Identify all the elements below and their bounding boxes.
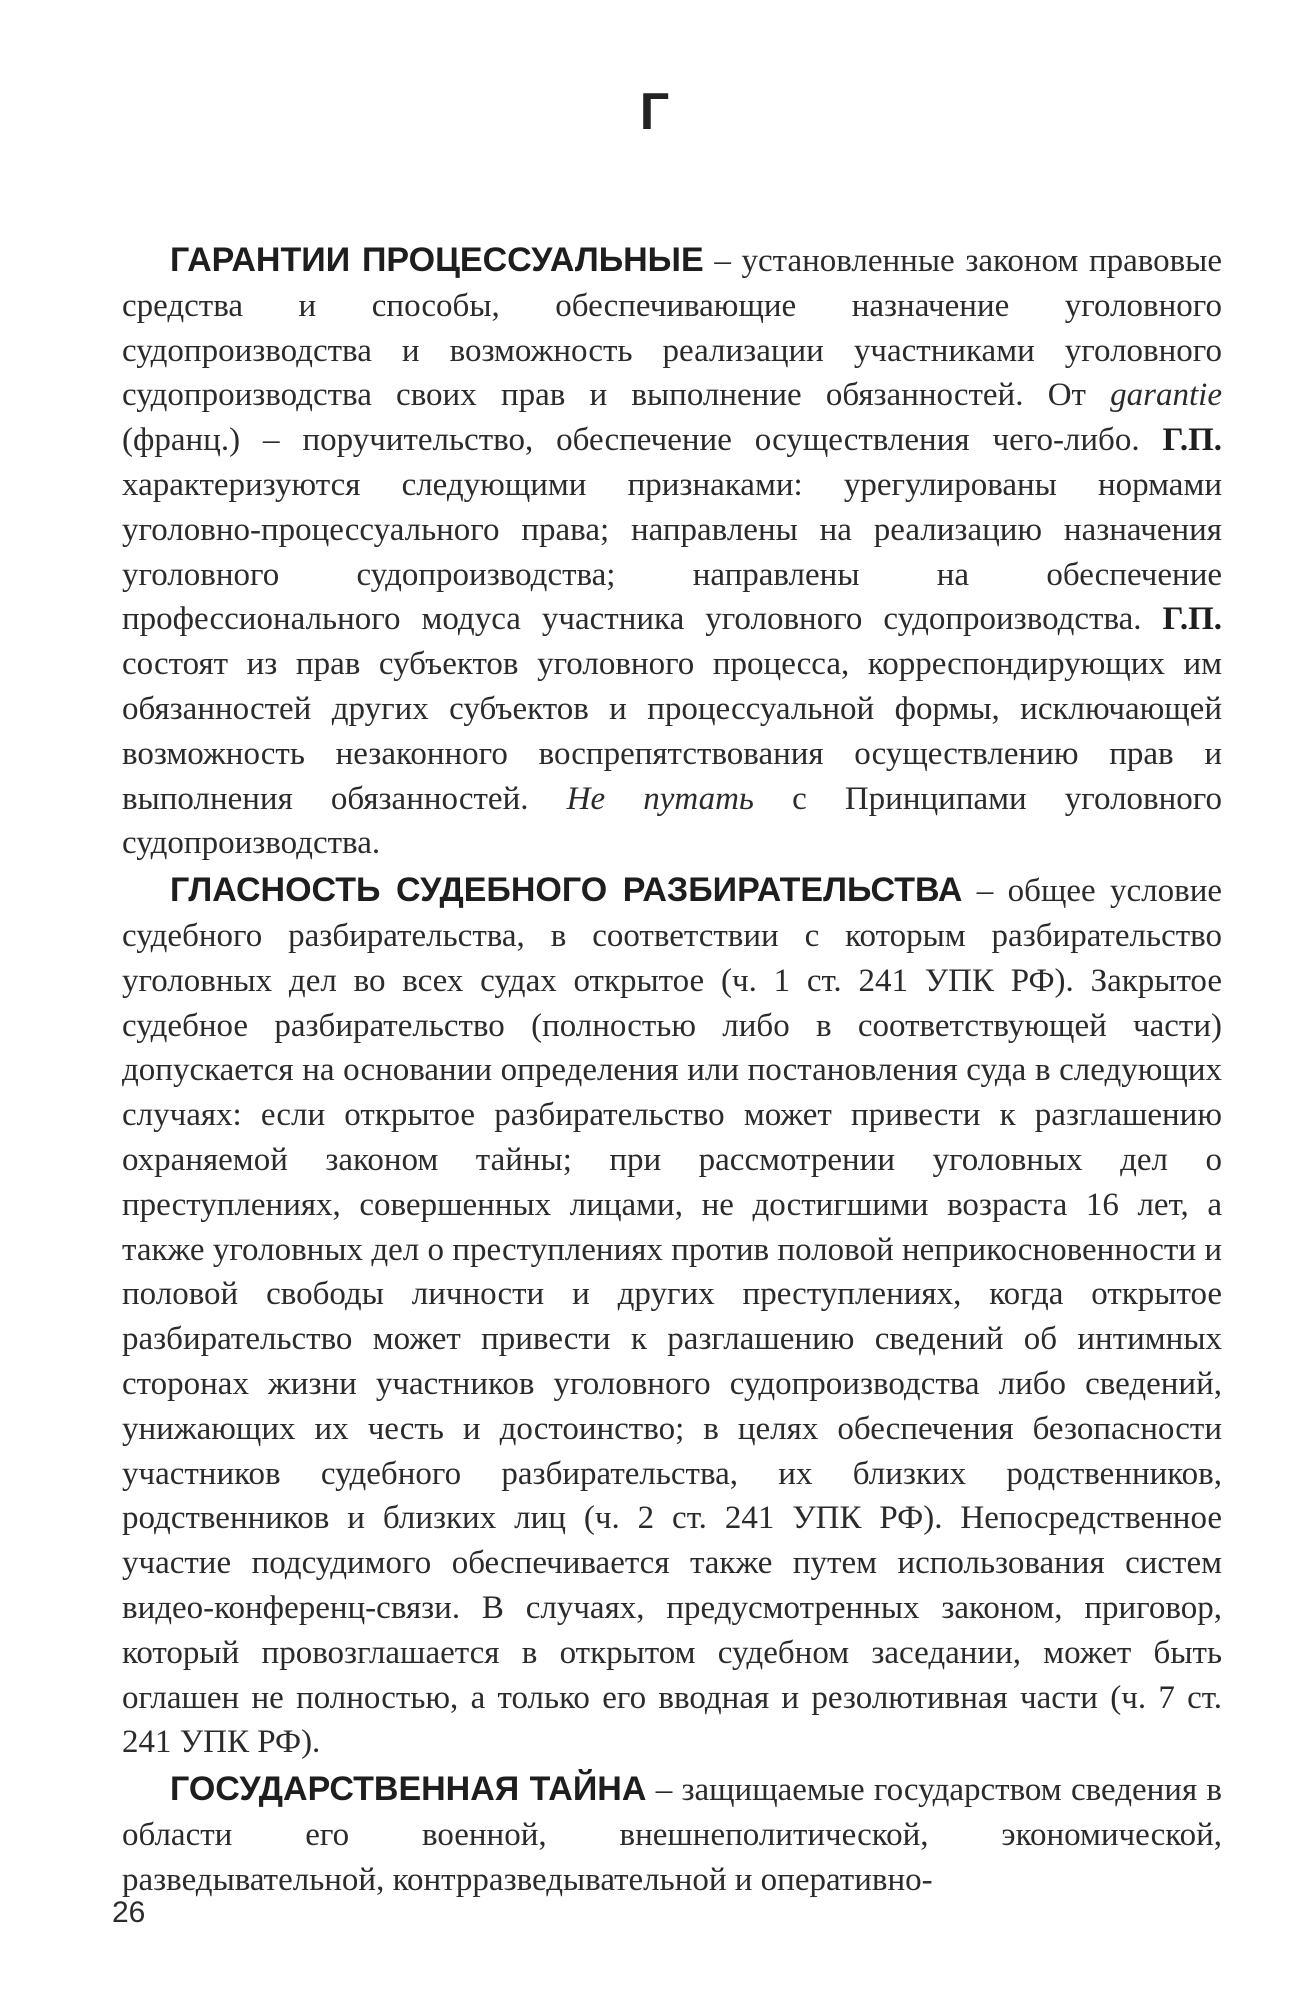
entry-text: – установленные законом правовые средства и способы, обеспечивающие назначение уголовного судопроизводства и возможность реализации участниками уголовного судопроизводства своих прав и выполнение обязанностей. От bbox=[122, 243, 1223, 414]
entry-text: состоят из прав субъектов уголовного процесса, корреспондирующих им обязанностей других субъектов и процессуальной формы, исключающей возможность незаконного воспрепятствования осуществлению прав и выполнения обязанностей. bbox=[122, 646, 1222, 817]
entry-text: (франц.) – поручительство, обеспечение осуществления чего-либо. bbox=[122, 422, 1163, 459]
entry-guarantees bbox=[122, 238, 1222, 866]
entry-text: – защищаемые государством сведения в области его военной, внешнеполитической, экономической, разведывательной, контрразведывательной и оперативно- bbox=[122, 1772, 1222, 1898]
entry-term: ГАРАНТИИ ПРОЦЕССУАЛЬНЫЕ bbox=[170, 241, 704, 279]
cross-reference-note: Не путать bbox=[566, 780, 754, 817]
section-letter: Г bbox=[639, 83, 670, 141]
entry-text: с Принципами уголовного судопроизводства. bbox=[122, 780, 1222, 862]
entry-term: ГЛАСНОСТЬ СУДЕБНОГО РАЗБИРАТЕЛЬСТВА bbox=[170, 871, 963, 910]
entry-text: характеризуются следующими признаками: урегулированы нормами уголовно-процессуального права; направлены на реализацию назначения уголовного судопроизводства; направлены на обеспечение профессионального модуса участника уголовного судопроизводства. bbox=[122, 466, 1222, 638]
entry-term: ГОСУДАРСТВЕННАЯ ТАЙНА bbox=[170, 1770, 647, 1809]
entry-text: – общее условие судебного разбирательства, в соответствии с которым разбирательство уголовных дел во всех судах открытое (ч. 1 ст. 241 УПК РФ). Закрытое судебное разбирательство (полностью либо в соответствующей части) допускается на основании определения или постановления суда в следующих случаях: если открытое разбирательство может привести к разглашению охраняемой законом тайны; при рассмотрении уголовных дел о преступлениях, совершенных лицами, не достигшими возраста 16 лет, а также уголовных дел о преступлениях против половой неприкосновенности и половой свободы личности и других преступлениях, когда открытое разбирательство может привести к разглашению сведений об интимных сторонах жизни участников уголовного судопроизводства либо сведений, унижающих их честь и достоинство; в целях обеспечения безопасности участников судебного разбирательства, их близких родственников, родственников и близких лиц (ч. 2 ст. 241 УПК РФ). Непосредственное участие подсудимого обеспечивается также путем использования систем видео-конференц-связи. В случаях, предусмотренных законом, приговор, который провозглашается в открытом судебном заседании, может быть оглашен не полностью, а только его вводная и резолютивная части (ч. 7 ст. 241 УПК РФ). bbox=[122, 873, 1223, 1761]
text-body bbox=[122, 238, 1222, 1904]
page-number: 26 bbox=[112, 1896, 146, 1929]
term-abbreviation: Г.П. bbox=[1162, 422, 1222, 459]
foreign-word: garantie bbox=[1110, 377, 1222, 414]
entry-publicity bbox=[122, 868, 1222, 1765]
term-abbreviation: Г.П. bbox=[1162, 601, 1222, 638]
entry-state-secret bbox=[122, 1767, 1222, 1902]
